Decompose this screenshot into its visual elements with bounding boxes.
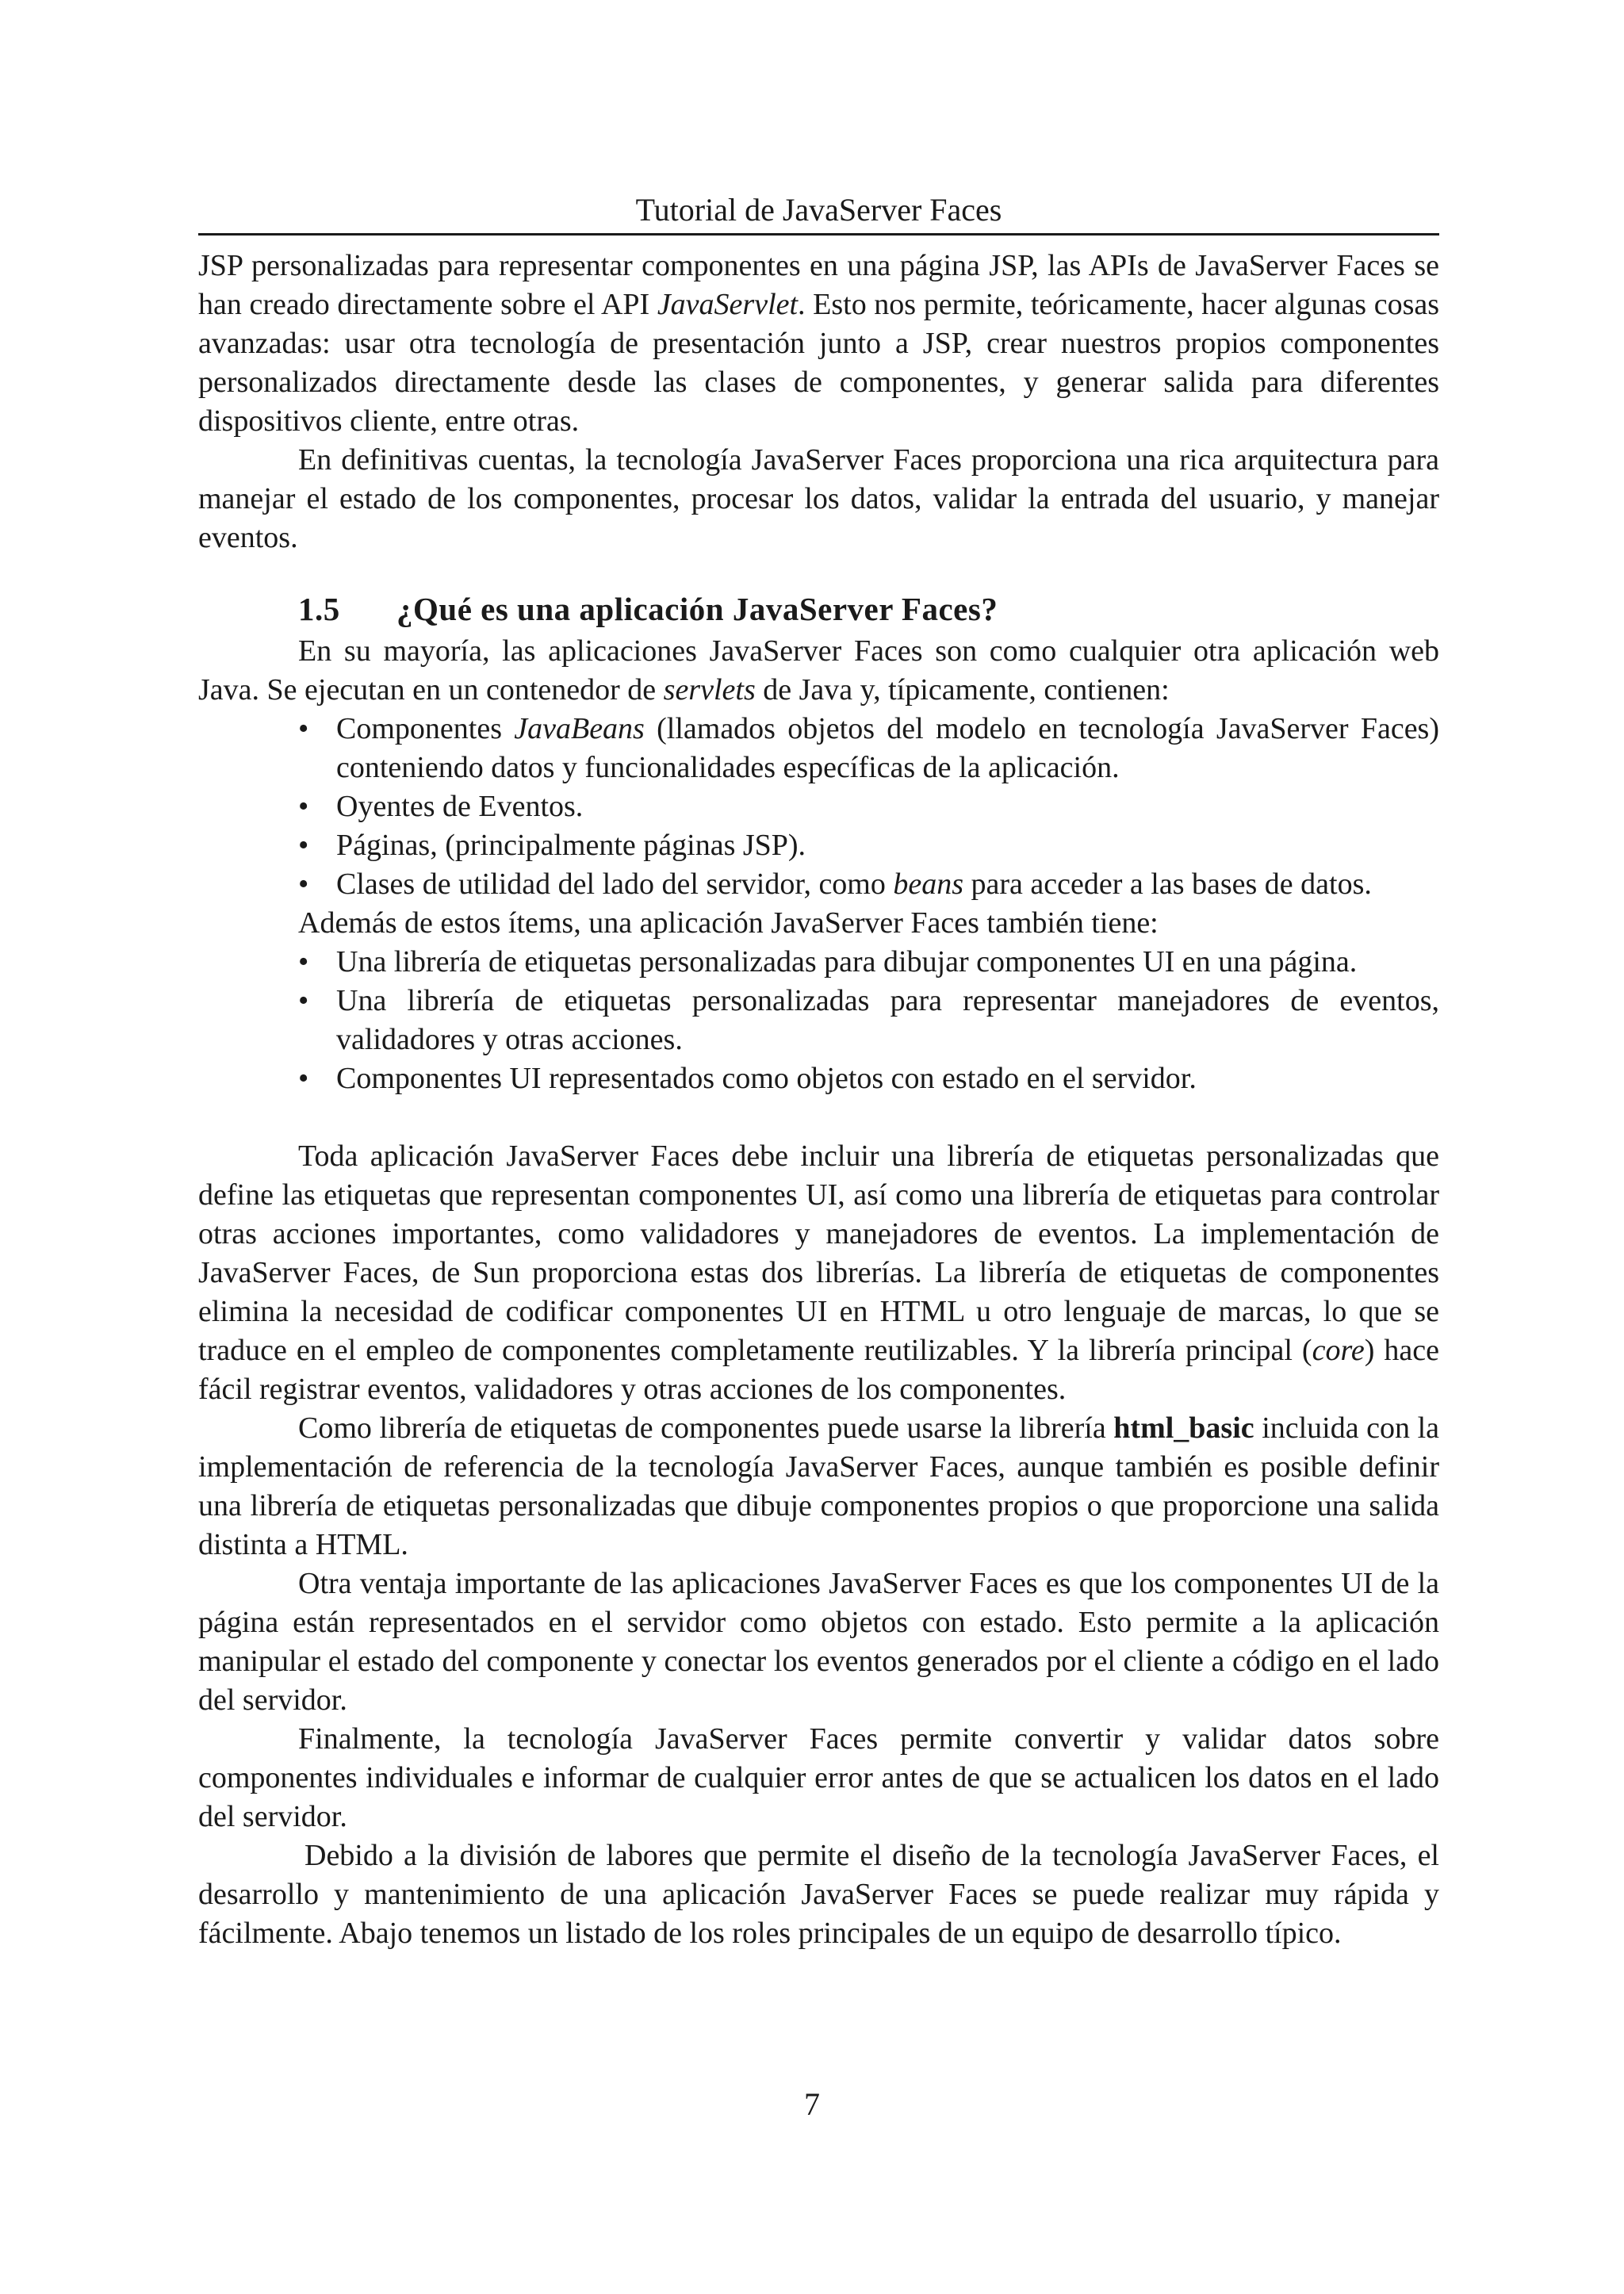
section-title: ¿Qué es una aplicación JavaServer Faces? bbox=[396, 591, 998, 627]
section-lead-paragraph bbox=[198, 632, 1439, 710]
text-run: Oyentes de Eventos. bbox=[336, 790, 584, 823]
list-item bbox=[298, 943, 1439, 982]
list-item bbox=[298, 1059, 1439, 1098]
bullet-icon: • bbox=[298, 1062, 309, 1095]
list-intro-line bbox=[198, 904, 1439, 943]
text-run: de Java y, típicamente, contienen: bbox=[755, 673, 1170, 707]
running-header-title: Tutorial de JavaServer Faces bbox=[635, 192, 1002, 228]
text-run: Componentes UI representados como objetos con estado en el servidor. bbox=[336, 1062, 1197, 1095]
body-paragraph-5 bbox=[198, 1836, 1439, 1953]
document-page bbox=[198, 190, 1439, 1953]
italic-term: beans bbox=[893, 867, 964, 901]
text-run: (llamados objetos del modelo en tecnología JavaServer Faces) conteniendo datos y funcionalidades específicas de la aplicación. bbox=[336, 712, 1440, 784]
text-run: incluida con la implementación de referencia de la tecnología JavaServer Faces, aunque también es posible definir una librería de etiquetas personalizadas que dibuje componentes propios o que proporcione una salida distinta a HTML. bbox=[198, 1411, 1439, 1561]
text-run: Debido a la división de labores que permite el diseño de la tecnología JavaServer Faces, el desarrollo y mantenimiento de una aplicación JavaServer Faces se puede realizar muy rápida y fácilmente. Abajo tenemos un listado de los roles principales de un equipo de desarrollo típico. bbox=[198, 1839, 1439, 1950]
body-paragraph-1 bbox=[198, 1137, 1439, 1409]
running-header bbox=[198, 190, 1439, 236]
bullet-icon: • bbox=[298, 945, 309, 978]
text-run: Páginas, (principalmente páginas JSP). bbox=[336, 829, 806, 862]
text-run: . Esto nos permite, teóricamente, hacer algunas cosas avanzadas: usar otra tecnología de presentación junto a JSP, crear nuestros propios componentes personalizados directamente desde las clases de componentes, y generar salida para diferentes dispositivos cliente, entre otras. bbox=[198, 288, 1440, 438]
page-number-text: 7 bbox=[804, 2086, 820, 2122]
list-item bbox=[298, 826, 1439, 865]
italic-term: JavaBeans bbox=[514, 712, 645, 745]
list-item bbox=[298, 982, 1439, 1059]
bullet-list-contents bbox=[198, 710, 1439, 904]
body-paragraph-2 bbox=[198, 1409, 1439, 1564]
section-heading bbox=[198, 586, 1439, 632]
text-run: para acceder a las bases de datos. bbox=[963, 867, 1372, 901]
list-item bbox=[298, 710, 1439, 787]
section-number: 1.5 bbox=[298, 591, 340, 627]
text-run: Además de estos ítems, una aplicación JavaServer Faces también tiene: bbox=[298, 906, 1159, 940]
intro-paragraph-1 bbox=[198, 247, 1439, 441]
document-body bbox=[198, 247, 1439, 1953]
italic-term: JavaServlet bbox=[657, 288, 799, 321]
text-run: En su mayoría, las aplicaciones JavaServer Faces son como cualquier otra aplicación web Java. Se ejecutan en un contenedor de bbox=[198, 634, 1439, 707]
text-run: ) hace fácil registrar eventos, validadores y otras acciones de los componentes. bbox=[198, 1334, 1439, 1406]
page-number bbox=[0, 2085, 1624, 2123]
bullet-icon: • bbox=[298, 712, 309, 745]
text-run: Clases de utilidad del lado del servidor, como bbox=[336, 867, 894, 901]
body-paragraph-3 bbox=[198, 1564, 1439, 1720]
list-item bbox=[298, 787, 1439, 826]
intro-paragraph-2 bbox=[198, 441, 1439, 557]
paragraph-gap bbox=[198, 1098, 1439, 1137]
list-item bbox=[298, 865, 1439, 904]
text-run: Componentes bbox=[336, 712, 515, 745]
body-paragraph-4 bbox=[198, 1720, 1439, 1836]
text-run: Otra ventaja importante de las aplicaciones JavaServer Faces es que los componentes UI de la página están representados en el servidor como objetos con estado. Esto permite a la aplicación manipular el estado del componente y conectar los eventos generados por el cliente a código en el lado del servidor. bbox=[198, 1567, 1439, 1717]
text-run: JSP personalizadas para representar componentes en una página JSP, las APIs de JavaServer Faces se han creado directamente sobre el API bbox=[198, 249, 1439, 321]
bold-term: html_basic bbox=[1113, 1411, 1254, 1445]
text-run: Una librería de etiquetas personalizadas para dibujar componentes UI en una página. bbox=[336, 945, 1358, 978]
italic-term: core bbox=[1312, 1334, 1365, 1367]
bullet-icon: • bbox=[298, 790, 309, 823]
bullet-list-extras bbox=[198, 943, 1439, 1098]
bullet-icon: • bbox=[298, 984, 309, 1017]
bullet-icon: • bbox=[298, 867, 309, 901]
italic-term: servlets bbox=[663, 673, 756, 707]
text-run: Finalmente, la tecnología JavaServer Faces permite convertir y validar datos sobre componentes individuales e informar de cualquier error antes de que se actualicen los datos en el lado del servidor. bbox=[198, 1722, 1439, 1833]
text-run: En definitivas cuentas, la tecnología JavaServer Faces proporciona una rica arquitectura para manejar el estado de los componentes, procesar los datos, validar la entrada del usuario, y manejar eventos. bbox=[198, 443, 1439, 554]
text-run: Toda aplicación JavaServer Faces debe incluir una librería de etiquetas personalizadas que define las etiquetas que representan componentes UI, así como una librería de etiquetas para controlar otras acciones importantes, como validadores y manejadores de eventos. La implementación de JavaServer Faces, de Sun proporciona estas dos librerías. La librería de etiquetas de componentes elimina la necesidad de codificar componentes UI en HTML u otro lenguaje de marcas, lo que se traduce en el empleo de componentes completamente reutilizables. Y la librería principal ( bbox=[198, 1139, 1439, 1367]
text-run: Como librería de etiquetas de componentes puede usarse la librería bbox=[298, 1411, 1114, 1445]
bullet-icon: • bbox=[298, 829, 309, 862]
text-run: Una librería de etiquetas personalizadas para representar manejadores de eventos, validadores y otras acciones. bbox=[336, 984, 1439, 1056]
